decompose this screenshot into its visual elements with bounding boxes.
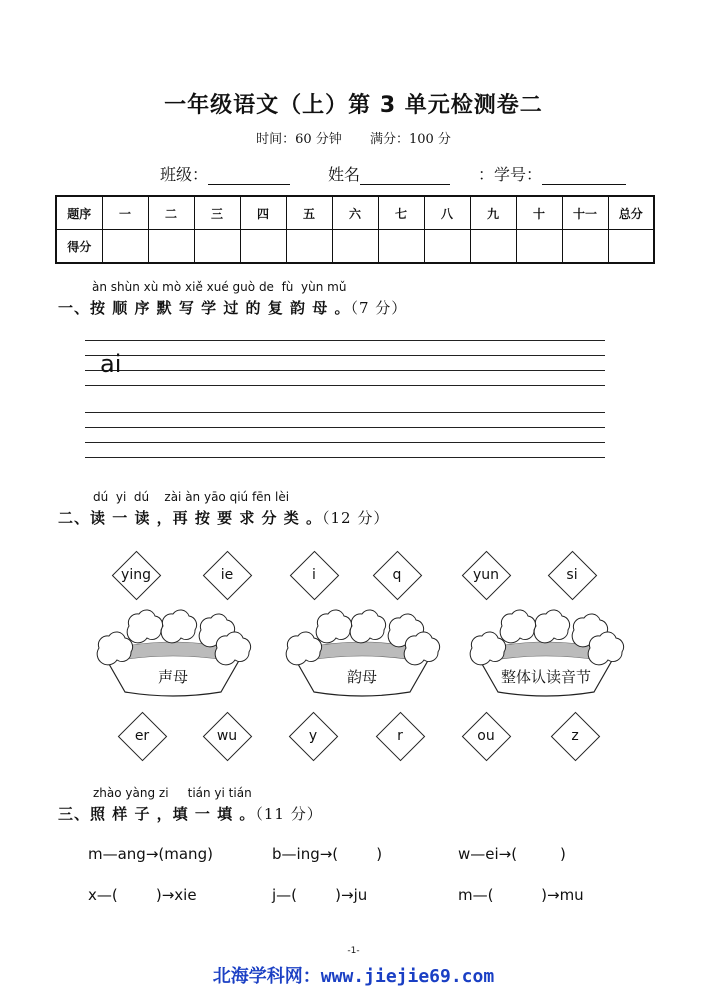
score-table-score-row — [56, 230, 654, 264]
col-header: 七 — [378, 196, 424, 230]
syllable-card[interactable] — [289, 712, 337, 760]
student-id-label: ：学号： — [478, 165, 543, 184]
score-cell[interactable] — [148, 230, 194, 264]
syllable-text: wu — [216, 728, 238, 744]
class-blank[interactable] — [208, 166, 290, 185]
syllable-text: ying — [121, 567, 151, 583]
basket-finals[interactable] — [282, 608, 442, 698]
writing-line — [85, 442, 605, 443]
writing-line — [85, 385, 605, 386]
section3-score: （11 分） — [255, 805, 323, 823]
syllable-card[interactable] — [203, 712, 251, 760]
page-title: 一年级语文（上）第 3 单元检测卷二 — [164, 93, 543, 118]
class-label: 班级： — [160, 165, 209, 184]
syllable-card[interactable] — [462, 551, 510, 599]
col-header: 五 — [286, 196, 332, 230]
name-label: 姓名 — [328, 165, 361, 184]
syllable-card[interactable] — [373, 551, 421, 599]
syllable-text: ou — [477, 728, 495, 744]
section1-pinyin: àn shùn xù mò xiě xué guò de fù yùn mǔ — [92, 280, 347, 294]
section1-example: ai — [100, 350, 122, 378]
writing-line — [85, 427, 605, 428]
fill-blank-item[interactable]: b—ing→( ) — [272, 845, 383, 863]
score-cell[interactable] — [378, 230, 424, 264]
full-score-label: 满分：100 分 — [369, 132, 451, 147]
score-cell[interactable] — [102, 230, 148, 264]
score-cell[interactable] — [332, 230, 378, 264]
col-header: 八 — [424, 196, 470, 230]
class-field — [160, 162, 290, 185]
name-field — [328, 162, 450, 185]
page-number: -1- — [347, 946, 360, 956]
syllable-text: i — [312, 567, 316, 583]
footer-watermark[interactable]: 北海学科网：www.jiejie69.com — [212, 966, 495, 987]
fill-blank-item[interactable]: x—( )→xie — [88, 886, 197, 904]
basket-whole-syllables[interactable] — [466, 608, 626, 698]
col-header: 三 — [194, 196, 240, 230]
score-cell[interactable] — [470, 230, 516, 264]
section3-title — [58, 803, 323, 824]
exam-meta — [0, 128, 707, 147]
score-cell[interactable] — [562, 230, 608, 264]
syllable-text: er — [134, 728, 150, 744]
writing-line — [85, 355, 605, 356]
section3-pinyin: zhào yàng zi tián yi tián — [93, 786, 252, 800]
syllable-card[interactable] — [462, 712, 510, 760]
basket-label: 声母 — [157, 668, 188, 686]
syllable-text: y — [308, 728, 318, 744]
writing-line — [85, 412, 605, 413]
fill-blank-item[interactable]: j—( )→ju — [272, 886, 368, 904]
basket-initials[interactable] — [93, 608, 253, 698]
section2-pinyin: dú yi dú zài àn yāo qiú fēn lèi — [93, 490, 290, 504]
row-head-score: 得分 — [56, 230, 102, 264]
fill-blank-item[interactable]: m—( )→mu — [458, 886, 584, 904]
col-header: 十一 — [562, 196, 608, 230]
student-id-field — [478, 162, 626, 185]
col-header: 一 — [102, 196, 148, 230]
section1-title-text: 一、按 顺 序 默 写 学 过 的 复 韵 母 。 — [58, 299, 351, 317]
score-cell[interactable] — [286, 230, 332, 264]
syllable-card[interactable] — [118, 712, 166, 760]
syllable-text: si — [566, 567, 578, 583]
score-table — [55, 195, 655, 264]
col-header: 四 — [240, 196, 286, 230]
syllable-card[interactable] — [551, 712, 599, 760]
syllable-card[interactable] — [203, 551, 251, 599]
writing-line — [85, 370, 605, 371]
basket-label: 整体认读音节 — [500, 668, 591, 686]
col-header: 六 — [332, 196, 378, 230]
fill-blank-item[interactable]: w—ei→( ) — [458, 845, 566, 863]
basket-label: 韵母 — [346, 668, 377, 686]
student-id-blank[interactable] — [542, 166, 626, 185]
row-head-question: 题序 — [56, 196, 102, 230]
score-table-header-row — [56, 196, 654, 230]
syllable-text: yun — [472, 567, 500, 583]
syllable-text: r — [397, 728, 403, 744]
syllable-text: q — [392, 567, 402, 583]
col-header: 总分 — [608, 196, 654, 230]
col-header: 十 — [516, 196, 562, 230]
col-header: 九 — [470, 196, 516, 230]
col-header: 二 — [148, 196, 194, 230]
writing-line — [85, 457, 605, 458]
score-cell[interactable] — [424, 230, 470, 264]
score-cell[interactable] — [516, 230, 562, 264]
section2-title-text: 二、读 一 读 ，再 按 要 求 分 类 。 — [58, 509, 323, 527]
fill-example: m—ang→(mang) — [88, 845, 213, 863]
section1-title — [58, 297, 407, 318]
syllable-card[interactable] — [290, 551, 338, 599]
score-cell[interactable] — [194, 230, 240, 264]
section3-title-text: 三、照 样 子 ，填 一 填 。 — [58, 805, 256, 823]
syllable-text: z — [571, 728, 579, 744]
writing-line — [85, 340, 605, 341]
syllable-text: ie — [220, 567, 234, 583]
score-cell[interactable] — [240, 230, 286, 264]
section2-title — [58, 507, 389, 528]
name-blank[interactable] — [360, 166, 450, 185]
section2-score: （12 分） — [322, 509, 390, 527]
score-cell[interactable] — [608, 230, 654, 264]
syllable-card[interactable] — [548, 551, 596, 599]
time-label: 时间：60 分钟 — [256, 132, 342, 147]
syllable-card[interactable] — [376, 712, 424, 760]
section1-score: （7 分） — [350, 299, 408, 317]
syllable-card[interactable] — [112, 551, 160, 599]
